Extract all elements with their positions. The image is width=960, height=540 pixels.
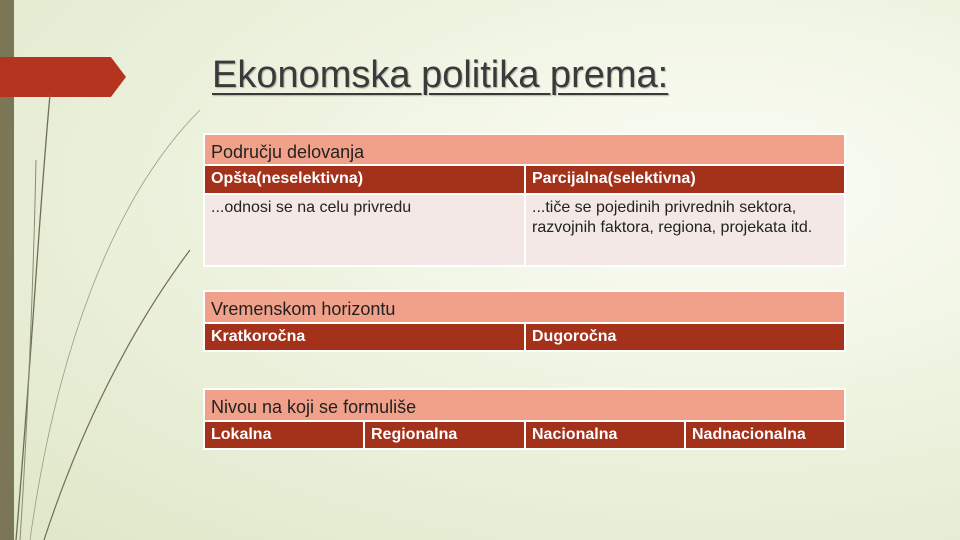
table-header: Vremenskom horizontu xyxy=(204,291,845,323)
cell-partial-description: ...tiče se pojedinih privrednih sektora, razvojnih faktora, regiona, projekata itd. xyxy=(525,194,845,266)
column-header-supranational: Nadnacionalna xyxy=(685,421,845,449)
cell-general-description: ...odnosi se na celu privredu xyxy=(204,194,525,266)
column-header-partial: Parcijalna(selektivna) xyxy=(525,165,845,194)
page-title: Ekonomska politika prema: xyxy=(212,54,669,96)
column-header-local: Lokalna xyxy=(204,421,364,449)
column-header-long-term: Dugoročna xyxy=(525,323,845,351)
column-header-national: Nacionalna xyxy=(525,421,685,449)
column-header-regional: Regionalna xyxy=(364,421,525,449)
table-field-of-action xyxy=(203,133,846,267)
table-level-of-formulation xyxy=(203,388,846,450)
table-header: Nivou na koji se formuliše xyxy=(204,389,845,421)
table-time-horizon xyxy=(203,290,846,352)
column-header-short-term: Kratkoročna xyxy=(204,323,525,351)
table-header: Području delovanja xyxy=(204,134,845,165)
column-header-general: Opšta(neselektivna) xyxy=(204,165,525,194)
